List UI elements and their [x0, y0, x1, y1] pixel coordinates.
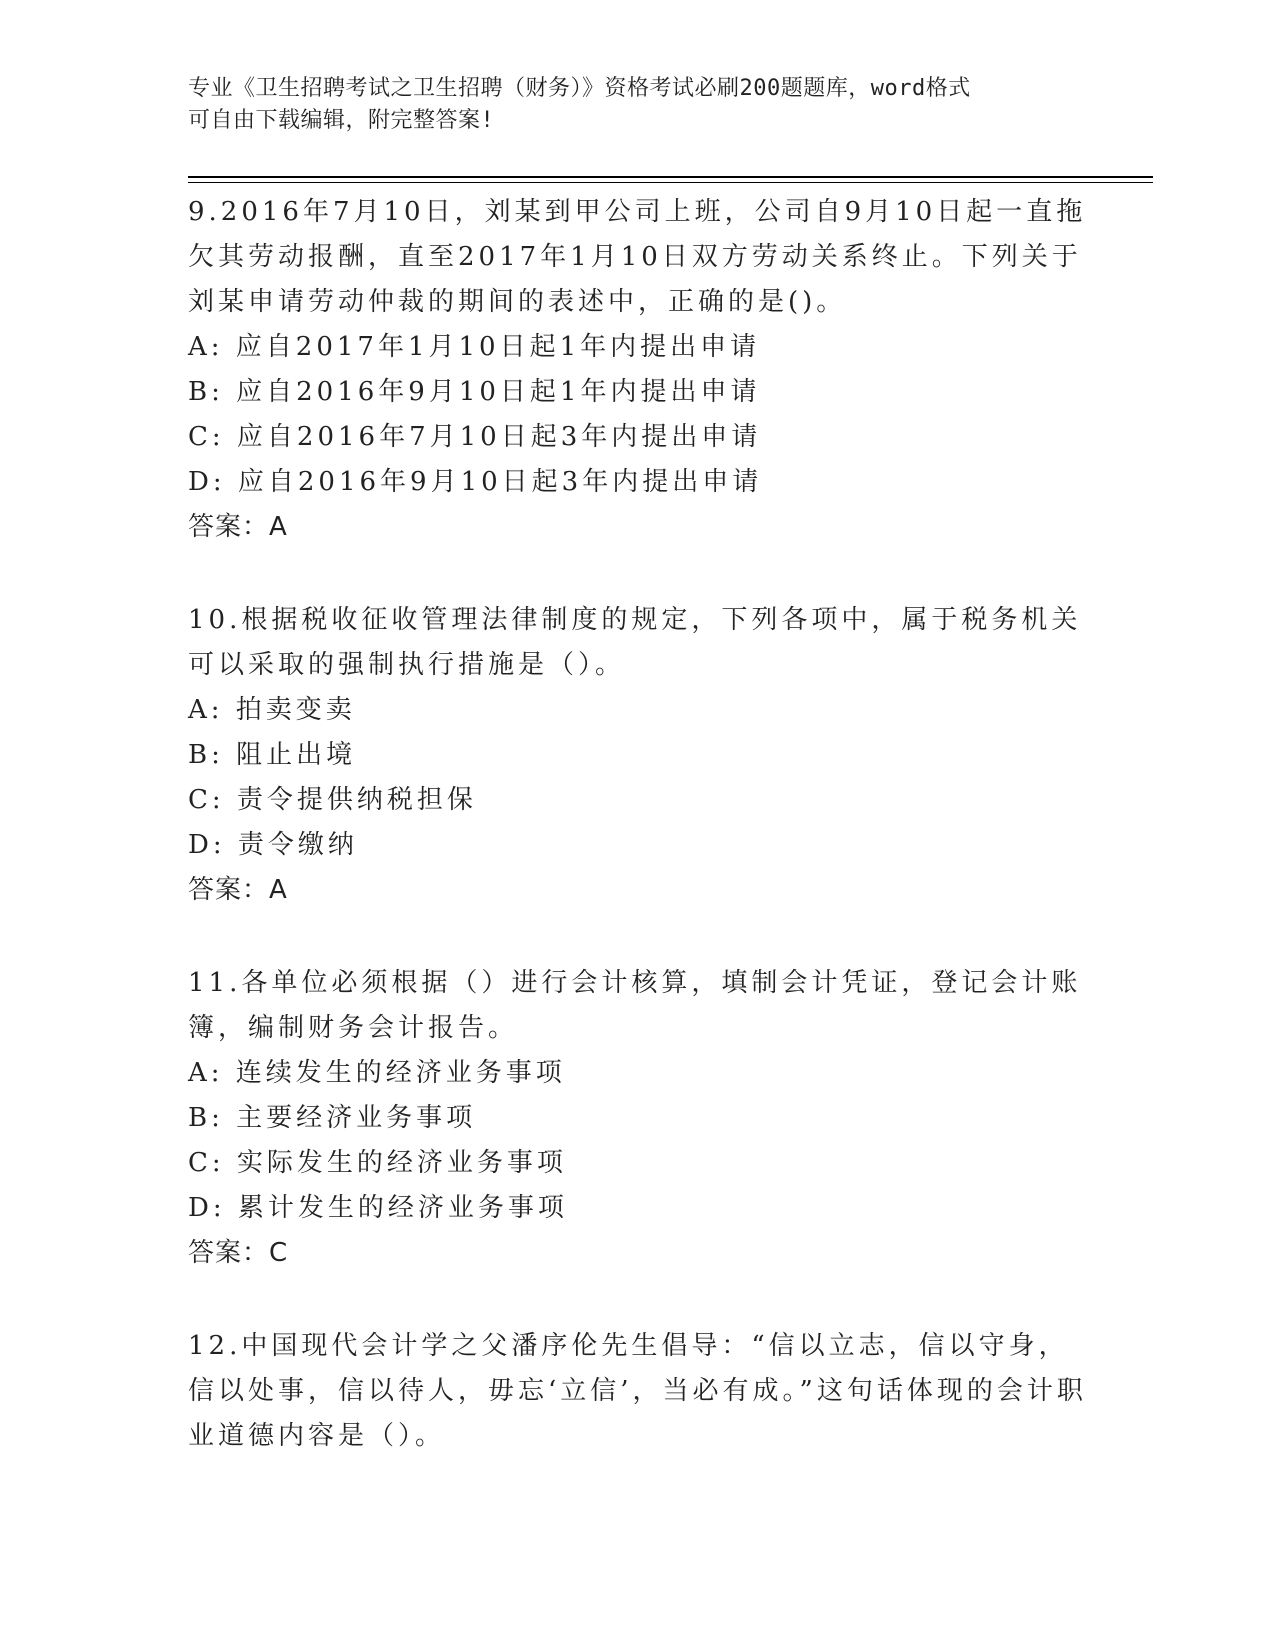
- option-d: D: 应自2016年9月10日起3年内提出申请: [188, 467, 763, 497]
- option-a: A: 拍卖变卖: [188, 695, 356, 725]
- answer-line: 答案：C: [188, 1238, 289, 1268]
- option-b: B: 阻止出境: [188, 740, 357, 770]
- question-stem: 12.中国现代会计学之父潘序伦先生倡导：“信以立志，信以守身，信以处事，信以待人，毋忘‘立信’，当必有成。”这句话体现的会计职业道德内容是（）。: [188, 1331, 1087, 1451]
- document-header: [188, 73, 1068, 137]
- option-d: D: 累计发生的经济业务事项: [188, 1193, 568, 1223]
- question-9: [188, 190, 1088, 550]
- question-10: [188, 598, 1088, 913]
- option-b: B: 主要经济业务事项: [188, 1103, 477, 1133]
- question-stem: 9.2016年7月10日，刘某到甲公司上班，公司自9月10日起一直拖欠其劳动报酬，直至2017年1月10日双方劳动关系终止。下列关于刘某申请劳动仲裁的期间的表述中，正确的是()。: [188, 197, 1087, 317]
- option-b: B: 应自2016年9月10日起1年内提出申请: [188, 377, 761, 407]
- option-c: C: 责令提供纳税担保: [188, 785, 477, 815]
- option-c: C: 应自2016年7月10日起3年内提出申请: [188, 422, 762, 452]
- question-stem: 10.根据税收征收管理法律制度的规定，下列各项中，属于税务机关可以采取的强制执行措施是（）。: [188, 605, 1082, 680]
- answer-line: 答案：A: [188, 512, 288, 542]
- header-line-2: 可自由下载编辑，附完整答案!: [188, 108, 495, 133]
- header-line-1: 专业《卫生招聘考试之卫生招聘（财务）》资格考试必刷200题题库，word格式: [188, 76, 971, 101]
- question-11: [188, 961, 1088, 1276]
- option-c: C: 实际发生的经济业务事项: [188, 1148, 567, 1178]
- answer-line: 答案：A: [188, 875, 288, 905]
- header-divider-thick: [188, 176, 1153, 178]
- header-divider-thin: [188, 182, 1153, 183]
- question-12: [188, 1324, 1088, 1459]
- option-a: A: 应自2017年1月10日起1年内提出申请: [188, 332, 761, 362]
- question-list: [188, 190, 1088, 1507]
- option-a: A: 连续发生的经济业务事项: [188, 1058, 566, 1088]
- option-d: D: 责令缴纳: [188, 830, 358, 860]
- question-stem: 11.各单位必须根据（）进行会计核算，填制会计凭证，登记会计账簿，编制财务会计报告。: [188, 968, 1082, 1043]
